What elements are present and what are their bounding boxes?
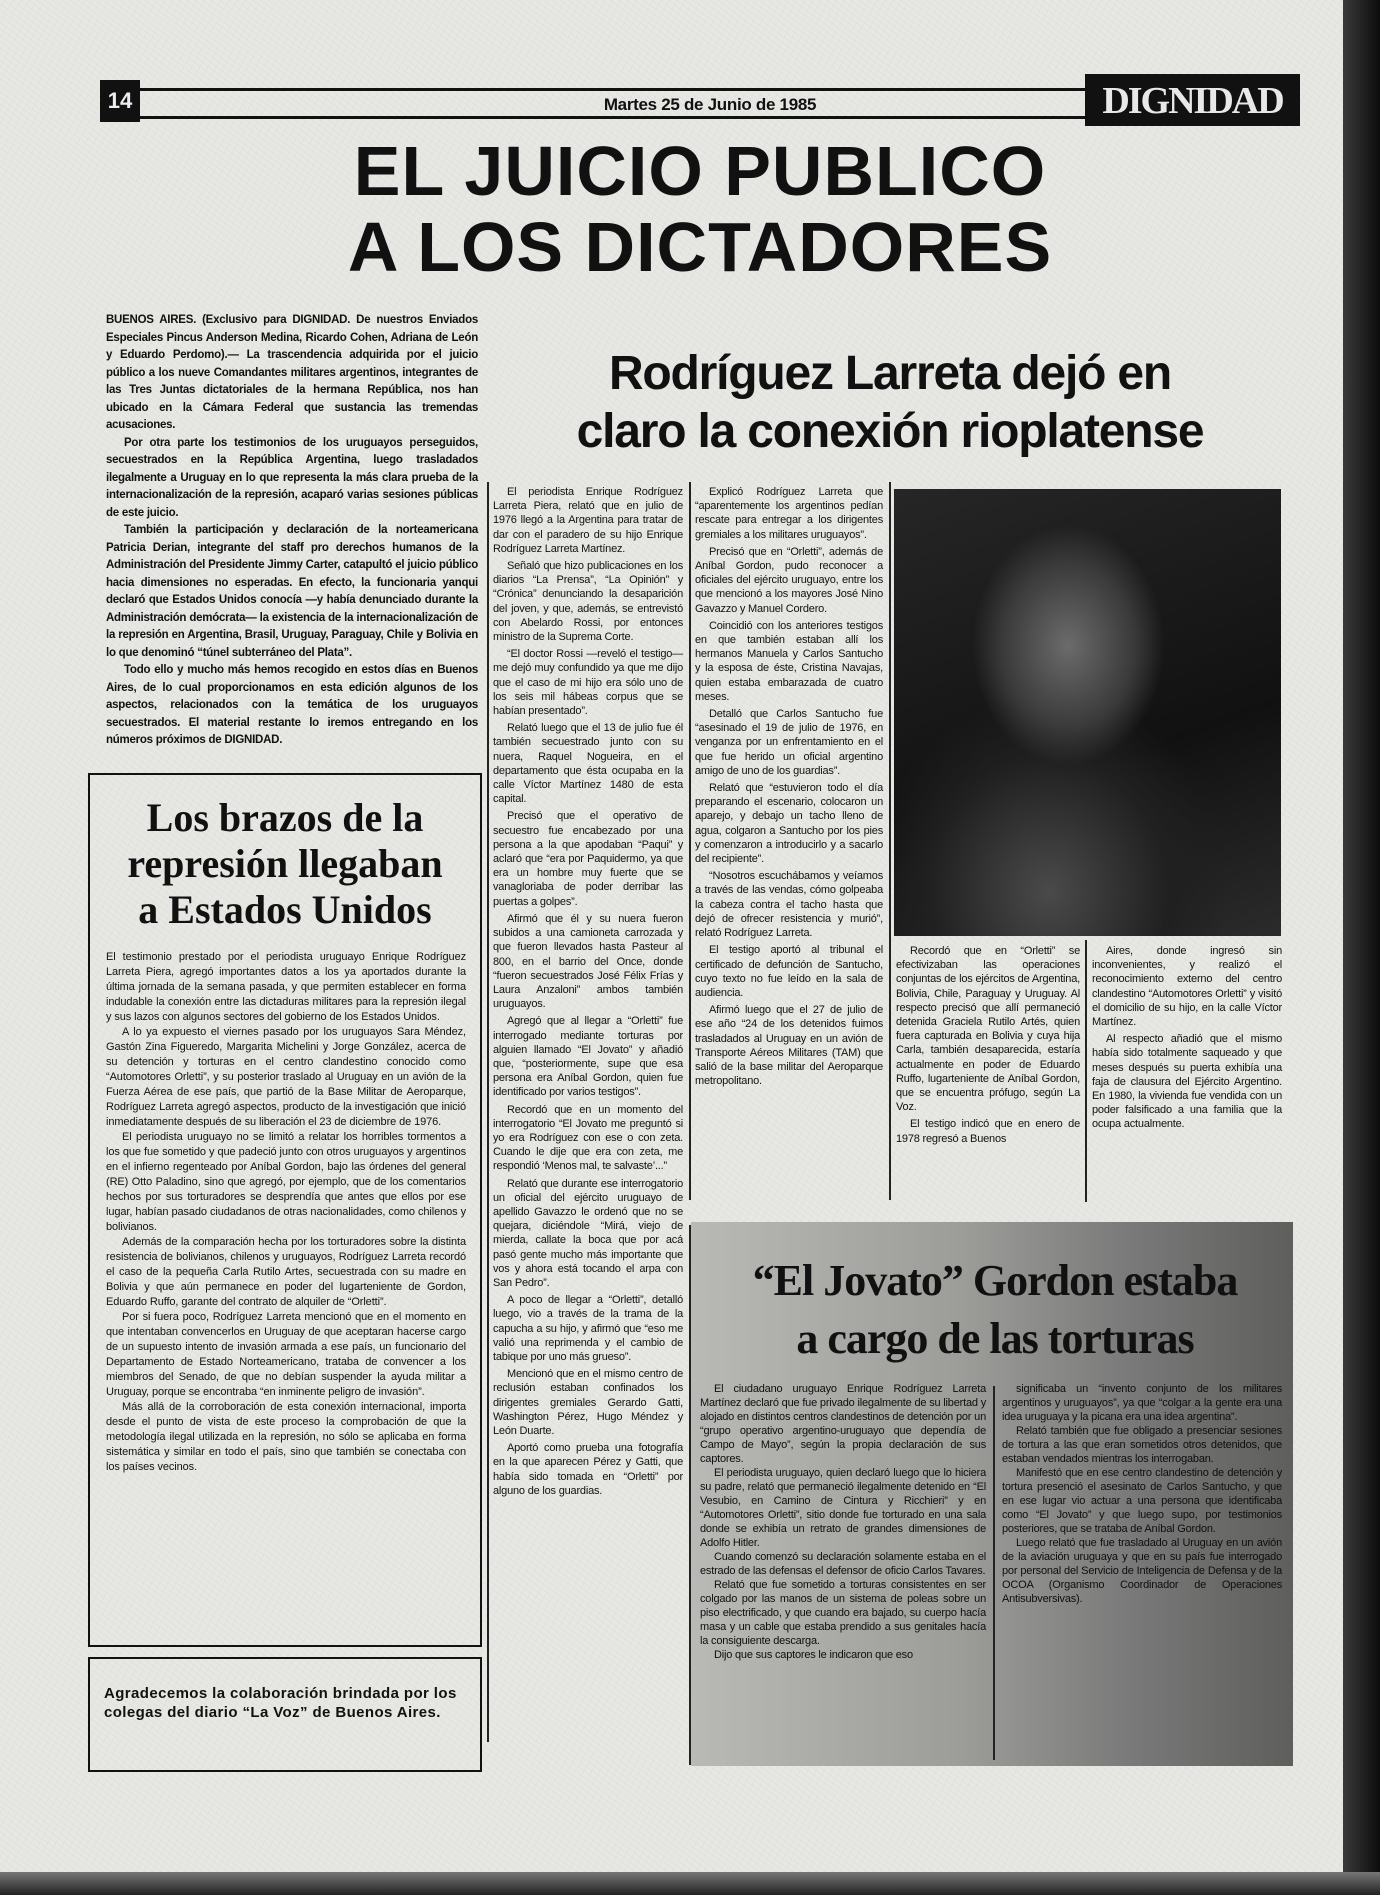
- paragraph: Precisó que en “Orletti”, además de Aníbal Gordon, pudo reconocer a oficiales del ejército uruguayo, entre los que mencionó a los mayores José Nino Gavazzo y Manuel Cordero.: [695, 545, 883, 615]
- center-article-column-3: [896, 944, 1080, 1149]
- paragraph: Precisó que el operativo de secuestro fue encabezado por una persona a la que apodaban “Paqui” y aclaró que “era por Paquidermo, ya que era un hombre muy fuerte que se vanagloriaba de poder derribar las puertas a golpes”.: [493, 810, 683, 908]
- center-article-column-2: [695, 485, 883, 1091]
- header-rule-bottom: [140, 116, 1085, 119]
- headline-line: Los brazos de la: [146, 795, 424, 840]
- center-article-headline-line1: Rodríguez Larreta dejó en: [608, 347, 1172, 400]
- page-number: 14: [100, 80, 140, 122]
- paragraph: “Nosotros escuchábamos y veíamos a través de las vendas, cómo golpeaba la cabeza contra el tacho hasta que dejó de ofrecer resistencia y murió”, relató Rodríguez Larreta.: [695, 870, 883, 940]
- paragraph: Recordó que en un momento del interrogatorio “El Jovato me preguntó si yo era Rodríguez con ese o con zeta. Cuando le dije que era con zeta, me respondió ‘Menos mal, te salvaste’...”: [493, 1103, 683, 1173]
- scan-edge-bottom: [0, 1872, 1380, 1895]
- paragraph: Luego relató que fue trasladado al Uruguay en un avión de la aviación uruguaya y que en su país fue interrogado por personal del Servicio de Inteligencia de Defensa y de la OCOA (Organismo Coordinador de Operaciones Antisubversivas).: [1002, 1537, 1282, 1605]
- center-article-column-1: [493, 485, 683, 1501]
- headline-line: a cargo de las torturas: [796, 1314, 1194, 1363]
- column-rule: [889, 482, 891, 1200]
- paragraph: significaba un “invento conjunto de los militares argentinos y uruguayos”, ya que “colgar a la gente era una idea uruguaya y la picana era una idea argentina”.: [1002, 1383, 1282, 1423]
- issue-date: Martes 25 de Junio de 1985: [603, 95, 817, 114]
- paragraph: El periodista uruguayo no se limitó a relatar los horribles tormentos a los que fue sometido y que padeció junto con otros uruguayos y argentinos en el infierno regenteado por Aníbal Gordon, bajo las órdenes del general (RE) Otto Paladino, sino que agregó, por ejemplo, que de los comentarios hechos por sus torturadores se desprendía que antes que ellos por ese lugar, habían pasado ciudadanos de otras nacionalidades, como chilenos y bolivianos.: [106, 1131, 466, 1233]
- paragraph: Detalló que Carlos Santucho fue “asesinado el 19 de julio de 1976, en venganza por un enfrentamiento en el que fue herido un oficial argentino amigo de uno de los guardias”.: [695, 708, 883, 777]
- paragraph: Afirmó que él y su nuera fueron subidos a una camioneta carrozada y que fueron llevados hasta Pasteur al 800, en el barrio del Once, donde “fueron secuestrados José Félix Frías y Laura Anzaloni” ambos también uruguayos.: [493, 912, 683, 1011]
- paragraph: Por otra parte los testimonios de los uruguayos perseguidos, secuestrados en la República Argentina, luego trasladados ilegalmente a Uruguay en lo que representa la más clara prueba de la internacionalización de la represión, acaparó varias sesiones públicas de este juicio.: [106, 436, 478, 519]
- portrait-photo: [894, 489, 1281, 936]
- main-headline-line2: A LOS DICTADORES: [347, 208, 1053, 286]
- jovato-article-column-1: [700, 1382, 986, 1662]
- paragraph: Mencionó que en el mismo centro de reclusión estaban confinados los dirigentes gremiales Gerardo Gatti, Washington Pérez, Hugo Méndez y León Duarte.: [493, 1368, 683, 1437]
- headline-line: a Estados Unidos: [138, 887, 432, 932]
- center-article-column-4: [1092, 944, 1282, 1135]
- paragraph: El testigo aportó al tribunal el certificado de defunción de Santucho, cuyo texto no fue leído en la sala de audiencia.: [695, 944, 883, 999]
- paragraph: Más allá de la corroboración de esta conexión internacional, importa desde el punto de vista de este proceso la comprobación de que la metodología ilegal utilizada en la represión, no sólo se aplicaba en forma sistemática y similar en todo el país, sino que también se conectaba con los países vecinos.: [106, 1401, 466, 1473]
- paragraph: Manifestó que en ese centro clandestino de detención y tortura presenció el asesinato de Carlos Santucho, y que en ese lugar vio actuar a una persona que identificaba como “El Jovato” y que luego supo, por testimonios posteriores, que se trataba de Aníbal Gordon.: [1002, 1467, 1282, 1535]
- scan-edge-right: [1343, 0, 1380, 1895]
- headline-line: “El Jovato” Gordon estaba: [752, 1256, 1238, 1305]
- paragraph: Recordó que en “Orletti” se efectivizaban las operaciones conjuntas de los ejércitos de Argentina, Bolivia, Chile, Paraguay y Uruguay. Al respecto precisó que allí permaneció detenida Graciela Rutilo Artés, quien fuera capturada en Bolivia y cuya hija Carla, también desaparecida, estaría actualmente en poder de Eduardo Ruffo, lugarteniente de Aníbal Gordon, que se encuentra prófugo, según La Voz.: [896, 945, 1080, 1114]
- paragraph: Todo ello y mucho más hemos recogido en estos días en Buenos Aires, de lo cual proporcionamos en esta edición algunos de los aspectos, relacionados con la temática de los uruguayos secuestrados. El material restante lo iremos entregando en los números próximos de DIGNIDAD.: [106, 664, 478, 746]
- masthead-logo: DIGNIDAD: [1085, 74, 1300, 126]
- paragraph: Afirmó luego que el 27 de julio de ese año “24 de los detenidos fuimos trasladados al Uruguay en un avión de Transporte Aéreos Militares (TAM) que salió de la base militar del Aeroparque metropolitano.: [695, 1004, 883, 1088]
- paragraph: Coincidió con los anteriores testigos en que también estaban allí los hermanos Manuela y Carlos Santucho y la esposa de éste, Cristina Navajas, quien estaba embarazada de cuatro meses.: [695, 619, 883, 703]
- paragraph: Dijo que sus captores le indicaron que eso: [714, 1649, 913, 1661]
- left-article-headline: [95, 795, 475, 933]
- paragraph: Relató que fue sometido a torturas consistentes en ser colgado por las manos de un sistema de poleas sobre un piso electrificado, y que cuando era bajado, su cuerpo hacía masa y un cable que estaba prendido a sus genitales hacía la consiguiente descarga.: [700, 1579, 986, 1647]
- paragraph: A lo ya expuesto el viernes pasado por los uruguayos Sara Méndez, Gastón Zina Figueredo, Margarita Michelini y Jorge González, acerca de su detención y torturas en el centro clandestino conocido como “Automotores Orletti”, y su posterior traslado al Uruguay en un avión de la Fuerza Aérea de ese país, que partió de la Base Militar de Aeroparque, Rodríguez Larreta agregó aspectos, producto de la investigación que inició inmediatamente después de su liberación el 23 de diciembre de 1976.: [106, 1026, 466, 1128]
- paragraph: Cuando comenzó su declaración solamente estaba en el estrado de las defensas el defensor de oficio Carlos Tavares.: [700, 1551, 986, 1577]
- column-rule: [1085, 940, 1087, 1202]
- paragraph: Relató que “estuvieron todo el día preparando el escenario, colocaron un aparejo, y debajo un tacho lleno de agua, colgaron a Santucho por los pies y comenzaron a introducirlo y a sacarlo del recipiente”.: [695, 782, 883, 866]
- paragraph: A poco de llegar a “Orletti”, detalló luego, vio a través de la trama de la capucha a su hijo, y afirmó que “eso me valió una reprimenda y el cambio de tabique por uno más grueso”.: [493, 1294, 683, 1363]
- paragraph: Relató luego que el 13 de julio fue él también secuestrado junto con su nuera, Raquel Nogueira, en el departamento que ésta ocupaba en la calle Víctor Martínez 1480 de esta capital.: [493, 722, 683, 806]
- paragraph: Por si fuera poco, Rodríguez Larreta mencionó que en el momento en que intentaban convencerlos en Uruguay de que aceptaran hacerse cargo de un supuesto intento de invasión armada a ese país, un funcionario del Departamento de Estado Norteamericano, trataba de convencer a los miembros del Senado, de que no debían suspender la ayuda militar a Uruguay, porque se encontraba “en inminente peligro de invasión”.: [106, 1311, 466, 1398]
- paragraph: Señaló que hizo publicaciones en los diarios “La Prensa”, “La Opinión” y “Crónica” denunciando la desaparición del joven, y que, además, se entrevistó con Abelardo Rossi, por entonces ministro de la Suprema Corte.: [493, 560, 683, 644]
- jovato-article-column-2: [1002, 1382, 1282, 1606]
- main-headline-line1: EL JUICIO PUBLICO: [353, 132, 1047, 210]
- paragraph: Relató también que fue obligado a presenciar sesiones de tortura a las que eran sometidos otros detenidos, que estaban vendados mientras los interrogaban.: [1002, 1425, 1282, 1465]
- header-rule-top: [140, 88, 1085, 91]
- paragraph: El periodista uruguayo, quien declaró luego que lo hiciera su padre, relató que permaneció ilegalmente detenido en “El Vesubio, en Camino de Cintura y Ricchieri” y en “Automotores Orletti”, sitio donde fue torturado en una sala donde se exhibía un retrato de grandes dimensiones de Adolfo Hitler.: [700, 1467, 986, 1549]
- paragraph: Aires, donde ingresó sin inconvenientes, y realizó el reconocimiento externo del centro clandestino “Automotores Orletti” y visitó el domicilio de su hijo, en la calle Víctor Martínez.: [1092, 945, 1282, 1029]
- intro-text: [106, 312, 478, 750]
- paragraph: BUENOS AIRES. (Exclusivo para DIGNIDAD. De nuestros Enviados Especiales Pincus Anderson Medina, Ricardo Cohen, Adriana de León y Eduardo Perdomo).— La trascendencia adquirida por el juicio público a los nueve Comandantes militares argentinos, integrantes de las Tres Juntas dictatoriales de la hermana República, nos han ubicado en la Cámara Federal que sustancia las tremendas acusaciones.: [106, 314, 478, 431]
- paragraph: Además de la comparación hecha por los torturadores sobre la distinta resistencia de bolivianos, chilenos y uruguayos, Rodríguez Larreta recordó el caso de la pequeña Carla Rutilo Artes, secuestrada con su madre en Bolivia y que aún permanece en poder del lugarteniente de Gordon, Eduardo Ruffo, garante del contrato de alquiler de “Orletti”.: [106, 1236, 466, 1308]
- paragraph: El testimonio prestado por el periodista uruguayo Enrique Rodríguez Larreta Piera, agregó importantes datos a los ya aportados durante la última jornada de la semana pasada, y que permiten establecer en forma indudable la conexión entre las dictaduras militares para la represión ilegal y sus lazos con algunos sectores del gobierno de los Estados Unidos.: [106, 951, 466, 1023]
- paragraph: El periodista Enrique Rodríguez Larreta Piera, relató que en julio de 1976 llegó a la Argentina para tratar de dar con el paradero de su hijo Enrique Rodríguez Larreta Martínez.: [493, 486, 683, 555]
- paragraph: También la participación y declaración de la norteamericana Patricia Derian, integrante del staff pro derechos humanos de la Administración del Presidente Jimmy Carter, catapultó el juicio público hacia dimensiones no esperadas. En efecto, la funcionaria yanqui declaró que Estados Unidos conocía —y había denunciado durante la Administración demócrata— la existencia de la internacionalización de la represión en Argentina, Brasil, Uruguay, Paraguay, Chile y Bolivia en lo que denominó “túnel subterráneo del Plata”.: [106, 524, 478, 659]
- paragraph: Al respecto añadió que el mismo había sido totalmente saqueado y que meses después su puerta exhibía una faja de clausura del Ejército Argentino. En 1980, la vivienda fue vendida con un poder falsificado a una familia que la ocupa actualmente.: [1092, 1033, 1282, 1131]
- column-rule: [487, 482, 489, 1742]
- paragraph: Relató que durante ese interrogatorio un oficial del ejército uruguayo de apellido Gavazzo le ordenó que no se quejara, diciéndole “Mirá, viejo de mierda, callate la boca que por acá pasó gente mucho más importante que vos y ahora está tocando el arpa con San Pedro”.: [493, 1177, 683, 1289]
- thanks-text: Agradecemos la colaboración brindada por los colegas del diario “La Voz” de Buenos Aires.: [104, 1685, 457, 1721]
- left-article-body: [106, 950, 466, 1475]
- paragraph: Aportó como prueba una fotografía en la que aparecen Pérez y Gatti, que había sido tomada en “Orletti” por alguno de los guardias.: [493, 1442, 683, 1497]
- paragraph: “El doctor Rossi —reveló el testigo— me dejó muy confundido ya que me dijo que el caso de mi hijo era sólo uno de los seis mil hábeas corpus que se habían presentado”.: [493, 648, 683, 718]
- column-rule: [689, 482, 691, 1200]
- paragraph: Explicó Rodríguez Larreta que “aparentemente los argentinos pedían rescate para entregar a los dirigentes gremiales a los militares uruguayos”.: [695, 486, 883, 541]
- center-article-headline-line2: claro la conexión rioplatense: [576, 405, 1204, 458]
- paragraph: Agregó que al llegar a “Orletti” fue interrogado mediante torturas por alguien llamado “El Jovato” y añadió que, “posteriormente, supe que esa persona era Aníbal Gordon, quien fue identificado por varios testigos”.: [493, 1015, 683, 1099]
- headline-line: represión llegaban: [127, 841, 443, 886]
- paragraph: El testigo indicó que en enero de 1978 regresó a Buenos: [896, 1118, 1080, 1145]
- jovato-article-headline: [700, 1252, 1290, 1368]
- paragraph: El ciudadano uruguayo Enrique Rodríguez Larreta Martínez declaró que fue privado ilegalmente de su libertad y alojado en distintos centros clandestinos de detención por un “grupo operativo argentino-uruguayo que dependía de Campo de Mayo”, según la propia declaración de sus captores.: [700, 1383, 986, 1465]
- column-rule: [993, 1386, 995, 1760]
